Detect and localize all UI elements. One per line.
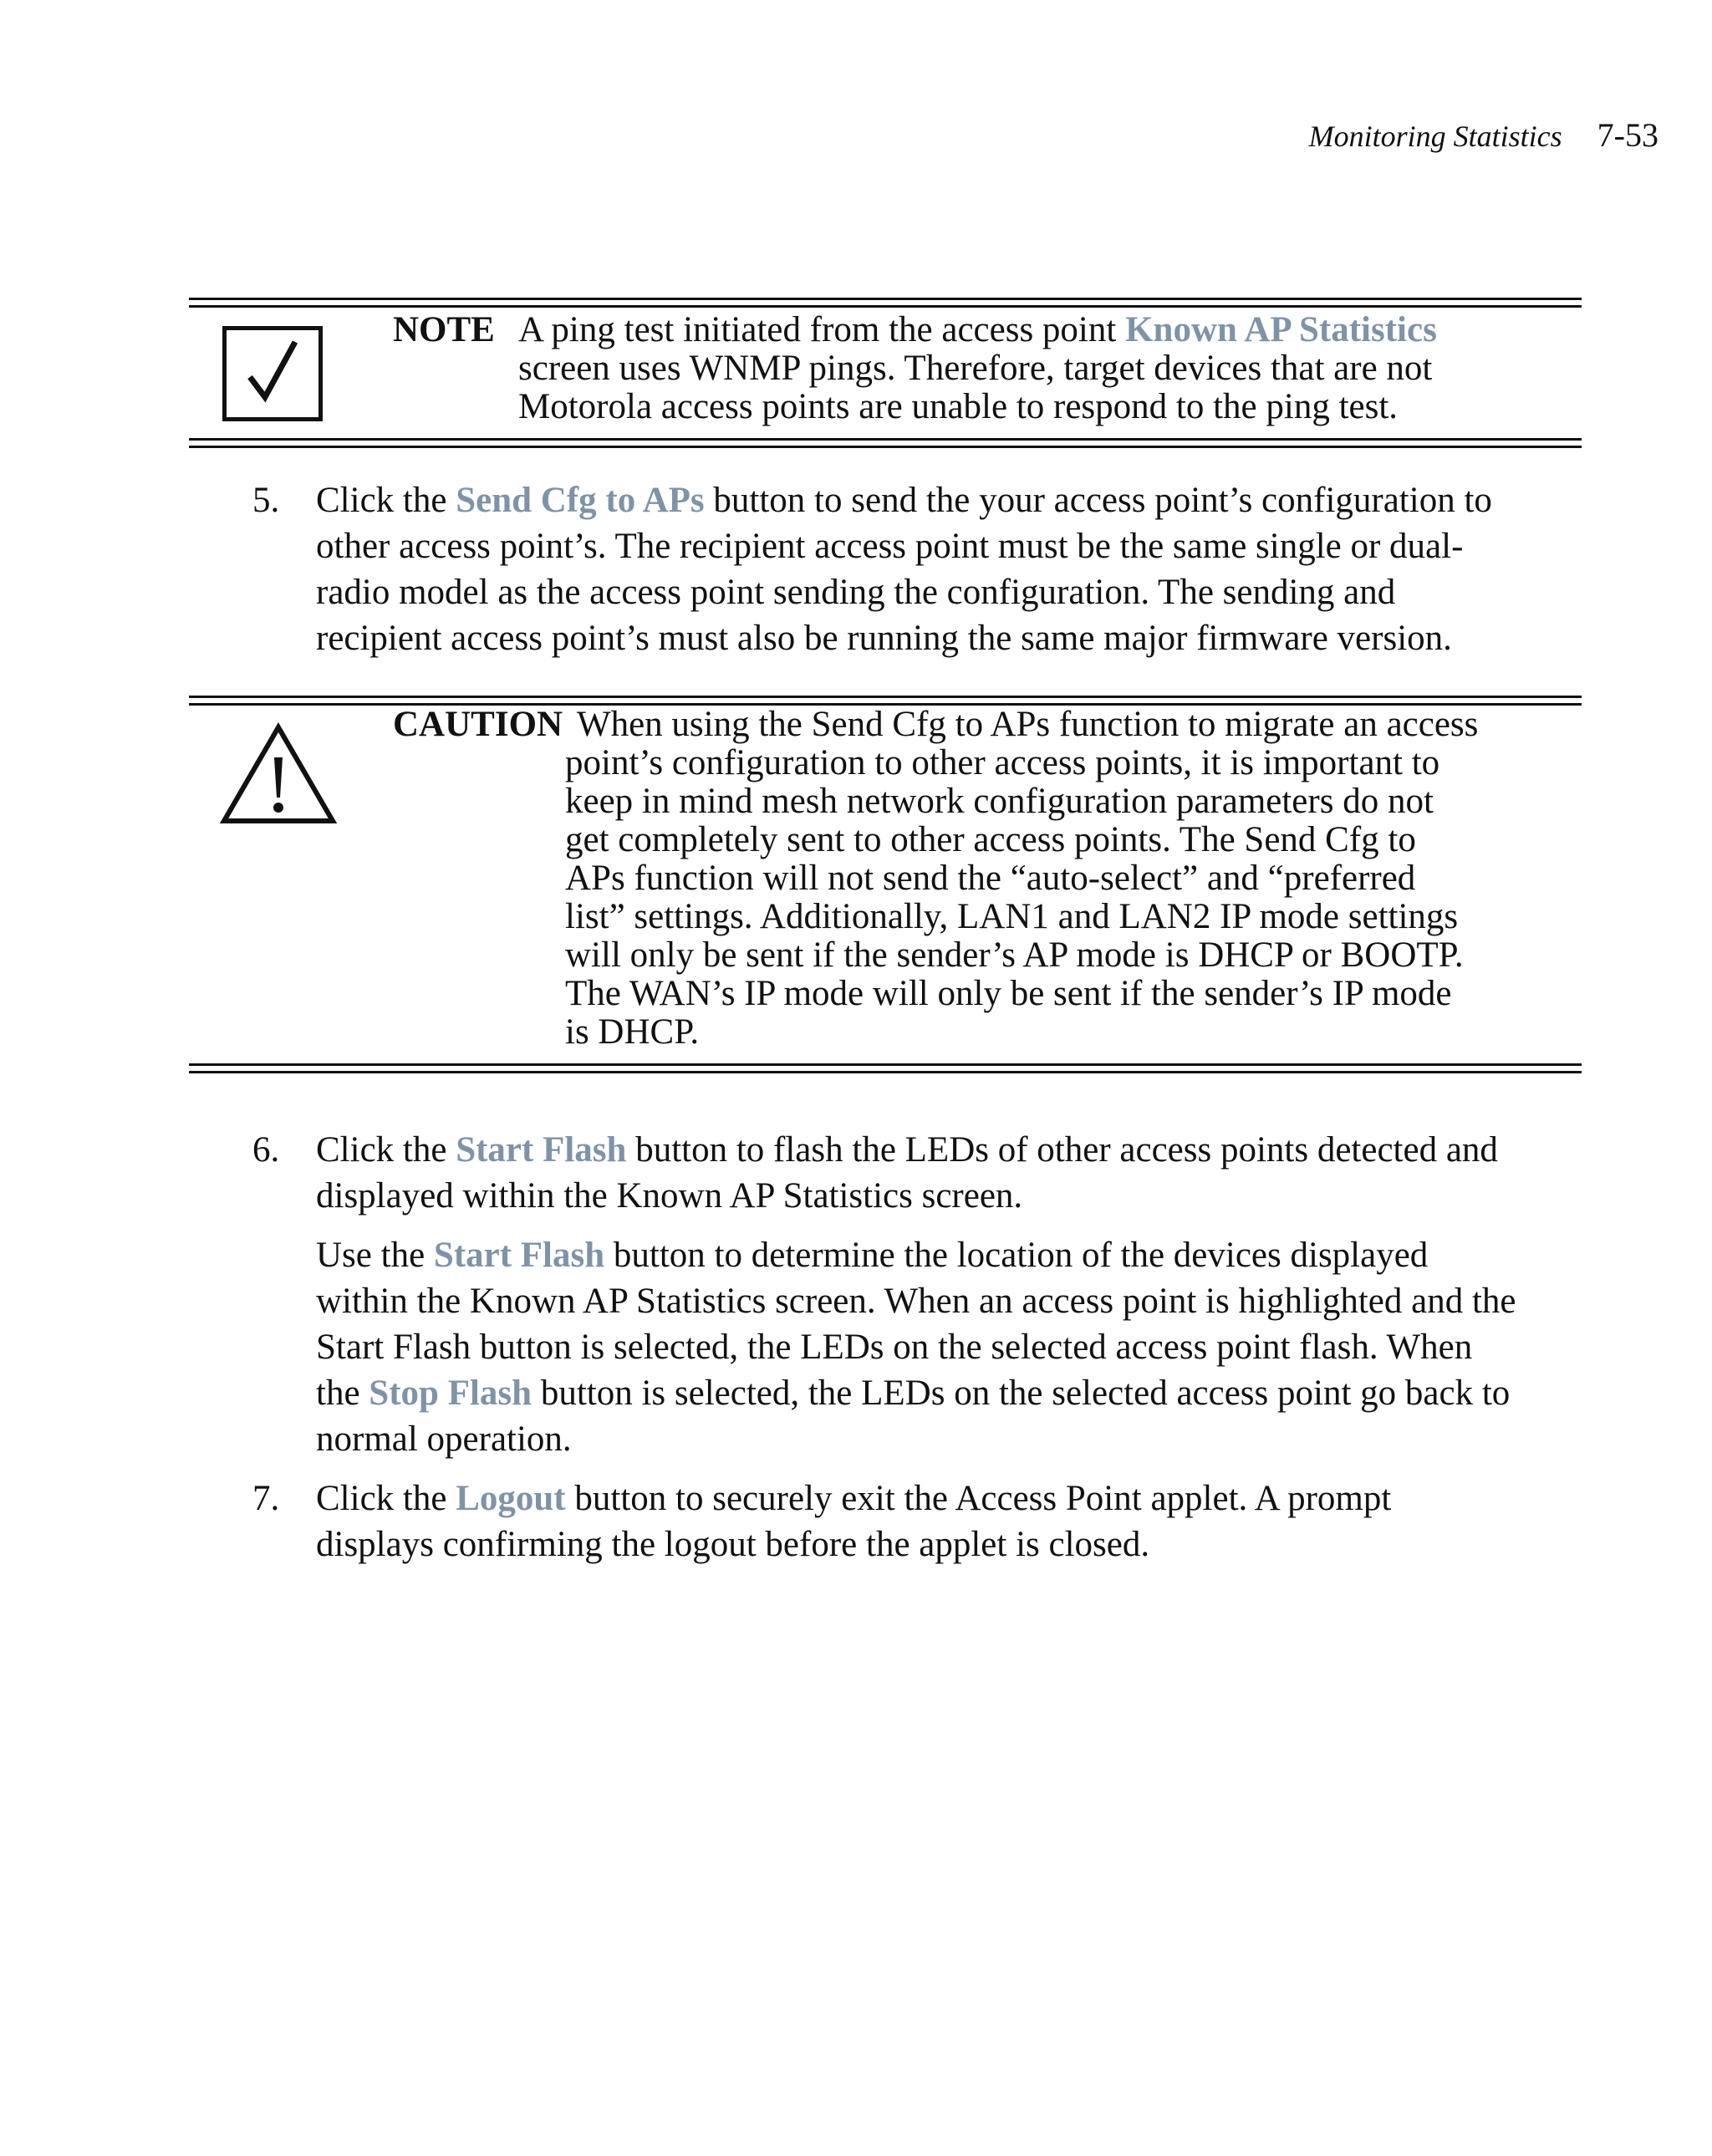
caution-text xyxy=(565,744,1464,1052)
page-number: 7-53 xyxy=(1597,116,1658,154)
paragraph-gap xyxy=(316,1219,1587,1232)
caution-line: is DHCP. xyxy=(565,1012,700,1052)
note-text xyxy=(518,311,1437,426)
warning-triangle-icon xyxy=(219,721,338,832)
caution-line: point’s configuration to other access points, it is important to xyxy=(565,743,1440,782)
start-flash-term: Start Flash xyxy=(456,1130,627,1170)
checkbox-check-icon xyxy=(222,326,323,421)
caution-bottom-rule xyxy=(189,1063,1582,1073)
step-number: 7. xyxy=(252,1479,280,1518)
note-label: NOTE xyxy=(393,310,495,349)
step-body xyxy=(316,1476,1587,1567)
caution-line: APs function will not send the “auto-select” and “preferred xyxy=(565,859,1416,898)
note-bottom-rule xyxy=(189,438,1582,448)
step-line: displayed within the Known AP Statistics screen. xyxy=(316,1176,1023,1216)
note-line: screen uses WNMP pings. Therefore, target devices that are not xyxy=(518,349,1433,388)
step-number: 6. xyxy=(252,1130,280,1170)
caution-line: will only be sent if the sender’s AP mode is DHCP or BOOTP. xyxy=(565,935,1464,975)
caution-first-line: When using the Send Cfg to APs function to migrate an access xyxy=(577,705,1479,744)
step-line: radio model as the access point sending the configuration. The sending and xyxy=(316,573,1396,612)
step-line: Click the Start Flash button to flash the LEDs of other access points detected and xyxy=(316,1130,1498,1170)
known-ap-statistics-link: Known AP Statistics xyxy=(1125,310,1437,349)
step-line: Start Flash button is selected, the LEDs on the selected access point flash. When xyxy=(316,1328,1473,1367)
step-number: 5. xyxy=(252,481,280,520)
logout-term: Logout xyxy=(456,1479,566,1518)
step-body xyxy=(316,477,1587,661)
stop-flash-term: Stop Flash xyxy=(369,1374,532,1413)
step-line: normal operation. xyxy=(316,1419,572,1459)
caution-line: The WAN’s IP mode will only be sent if the sender’s IP mode xyxy=(565,974,1452,1013)
caution-line: keep in mind mesh network configuration parameters do not xyxy=(565,782,1434,821)
note-top-rule xyxy=(189,298,1582,308)
step-line: Use the Start Flash button to determine the location of the devices displayed xyxy=(316,1236,1429,1275)
note-line: A ping test initiated from the access point Known AP Statistics xyxy=(518,310,1437,349)
section-title: Monitoring Statistics xyxy=(1308,120,1562,153)
step-line: Click the Send Cfg to APs button to send the your access point’s configuration to xyxy=(316,481,1492,520)
step-body xyxy=(316,1127,1587,1462)
caution-line: get completely sent to other access points. The Send Cfg to xyxy=(565,820,1416,859)
step-line: displays confirming the logout before the applet is closed. xyxy=(316,1525,1150,1564)
send-cfg-to-aps-term: Send Cfg to APs xyxy=(456,481,705,520)
note-box xyxy=(189,308,1582,441)
step-line: recipient access point’s must also be running the same major firmware version. xyxy=(316,619,1452,658)
step-line: other access point’s. The recipient access point must be the same single or dual- xyxy=(316,527,1464,566)
caution-box xyxy=(189,706,1582,1065)
caution-label: CAUTION xyxy=(393,705,563,744)
page-header xyxy=(1309,115,1658,155)
step-line: within the Known AP Statistics screen. When an access point is highlighted and the xyxy=(316,1282,1516,1321)
note-line: Motorola access points are unable to respond to the ping test. xyxy=(518,387,1399,426)
step-line: the Stop Flash button is selected, the LEDs on the selected access point go back to xyxy=(316,1374,1511,1413)
caution-line: list” settings. Additionally, LAN1 and LAN2 IP mode settings xyxy=(565,897,1459,936)
start-flash-term: Start Flash xyxy=(433,1236,605,1275)
step-line: Click the Logout button to securely exit the Access Point applet. A prompt xyxy=(316,1479,1392,1518)
